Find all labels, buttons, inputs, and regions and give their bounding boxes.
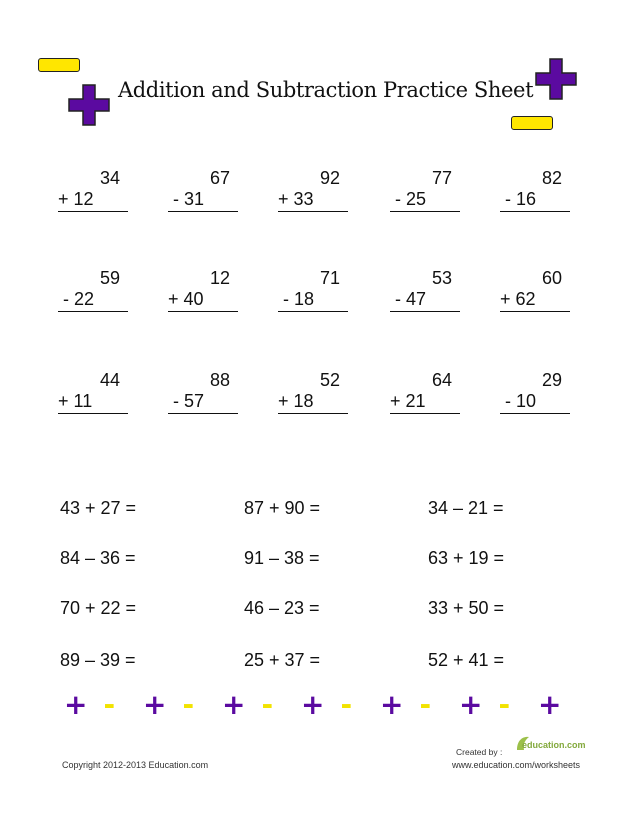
minus-symbol: - [261, 688, 274, 721]
problem-bottom-operand: - 47 [390, 289, 460, 312]
equation: 33 + 50 = [428, 598, 505, 618]
problem-top-number: 52 [319, 370, 340, 390]
problem-bottom-operand: - 18 [278, 289, 348, 312]
minus-icon [38, 58, 80, 72]
minus-symbol: - [498, 688, 511, 721]
equation: 34 – 21 = [428, 498, 504, 518]
minus-symbol: - [103, 688, 116, 721]
problem-top-number: 44 [99, 370, 120, 390]
equation: 89 – 39 = [60, 650, 136, 670]
vertical-problem [168, 370, 238, 414]
problem-bottom-operand: - 57 [168, 391, 238, 414]
problem-bottom-operand: + 33 [278, 189, 348, 212]
minus-symbol: - [419, 688, 432, 721]
problem-top-number: 60 [541, 268, 562, 288]
problem-top-number: 34 [99, 168, 120, 188]
problem-bottom-operand: - 31 [168, 189, 238, 212]
vertical-problem [168, 168, 238, 212]
minus-icon [511, 116, 553, 130]
plus-symbol: + [380, 688, 404, 721]
problem-bottom-operand: + 62 [500, 289, 570, 312]
problem-top-number: 82 [541, 168, 562, 188]
plus-symbol: + [538, 688, 562, 721]
vertical-problem [390, 268, 460, 312]
vertical-problem [278, 168, 348, 212]
equation: 46 – 23 = [244, 598, 320, 618]
problem-bottom-operand: + 18 [278, 391, 348, 414]
symbol-row [64, 688, 564, 721]
vertical-problem [58, 268, 128, 312]
copyright-text: Copyright 2012-2013 Education.com [62, 760, 209, 770]
equation: 63 + 19 = [428, 548, 505, 568]
problem-bottom-operand: - 25 [390, 189, 460, 212]
minus-symbol: - [340, 688, 353, 721]
plus-symbol: + [143, 688, 167, 721]
vertical-problem [58, 168, 128, 212]
problem-bottom-operand: - 22 [58, 289, 128, 312]
problem-top-number: 53 [431, 268, 452, 288]
plus-symbol: + [459, 688, 483, 721]
problem-top-number: 88 [209, 370, 230, 390]
created-by-label: Created by : [456, 747, 503, 757]
plus-symbol: + [301, 688, 325, 721]
vertical-problem [390, 370, 460, 414]
vertical-problem [390, 168, 460, 212]
problem-bottom-operand: + 12 [58, 189, 128, 212]
problem-top-number: 67 [209, 168, 230, 188]
vertical-problem [58, 370, 128, 414]
vertical-problem [500, 268, 570, 312]
equation: 87 + 90 = [244, 498, 321, 518]
problem-top-number: 29 [541, 370, 562, 390]
problem-top-number: 77 [431, 168, 452, 188]
problem-top-number: 12 [209, 268, 230, 288]
website-link[interactable]: www.education.com/worksheets [452, 760, 581, 770]
equation: 91 – 38 = [244, 548, 320, 568]
problem-top-number: 64 [431, 370, 452, 390]
logo-text: education.com [522, 740, 586, 750]
problem-top-number: 59 [99, 268, 120, 288]
problem-bottom-operand: + 11 [58, 391, 128, 414]
problem-bottom-operand: - 10 [500, 391, 570, 414]
problem-bottom-operand: + 21 [390, 391, 460, 414]
problem-top-number: 71 [319, 268, 340, 288]
plus-icon [535, 58, 577, 100]
equation: 84 – 36 = [60, 548, 136, 568]
equation: 43 + 27 = [60, 498, 137, 518]
vertical-problem [500, 168, 570, 212]
vertical-problem [168, 268, 238, 312]
minus-symbol: - [182, 688, 195, 721]
page-title: Addition and Subtraction Practice Sheet [118, 78, 534, 102]
plus-symbol: + [222, 688, 246, 721]
equation: 25 + 37 = [244, 650, 321, 670]
plus-symbol: + [64, 688, 88, 721]
problem-bottom-operand: + 40 [168, 289, 238, 312]
equation: 70 + 22 = [60, 598, 137, 618]
problem-top-number: 92 [319, 168, 340, 188]
problem-bottom-operand: - 16 [500, 189, 570, 212]
equation: 52 + 41 = [428, 650, 505, 670]
vertical-problem [500, 370, 570, 414]
plus-icon [68, 84, 110, 126]
vertical-problem [278, 268, 348, 312]
vertical-problem [278, 370, 348, 414]
